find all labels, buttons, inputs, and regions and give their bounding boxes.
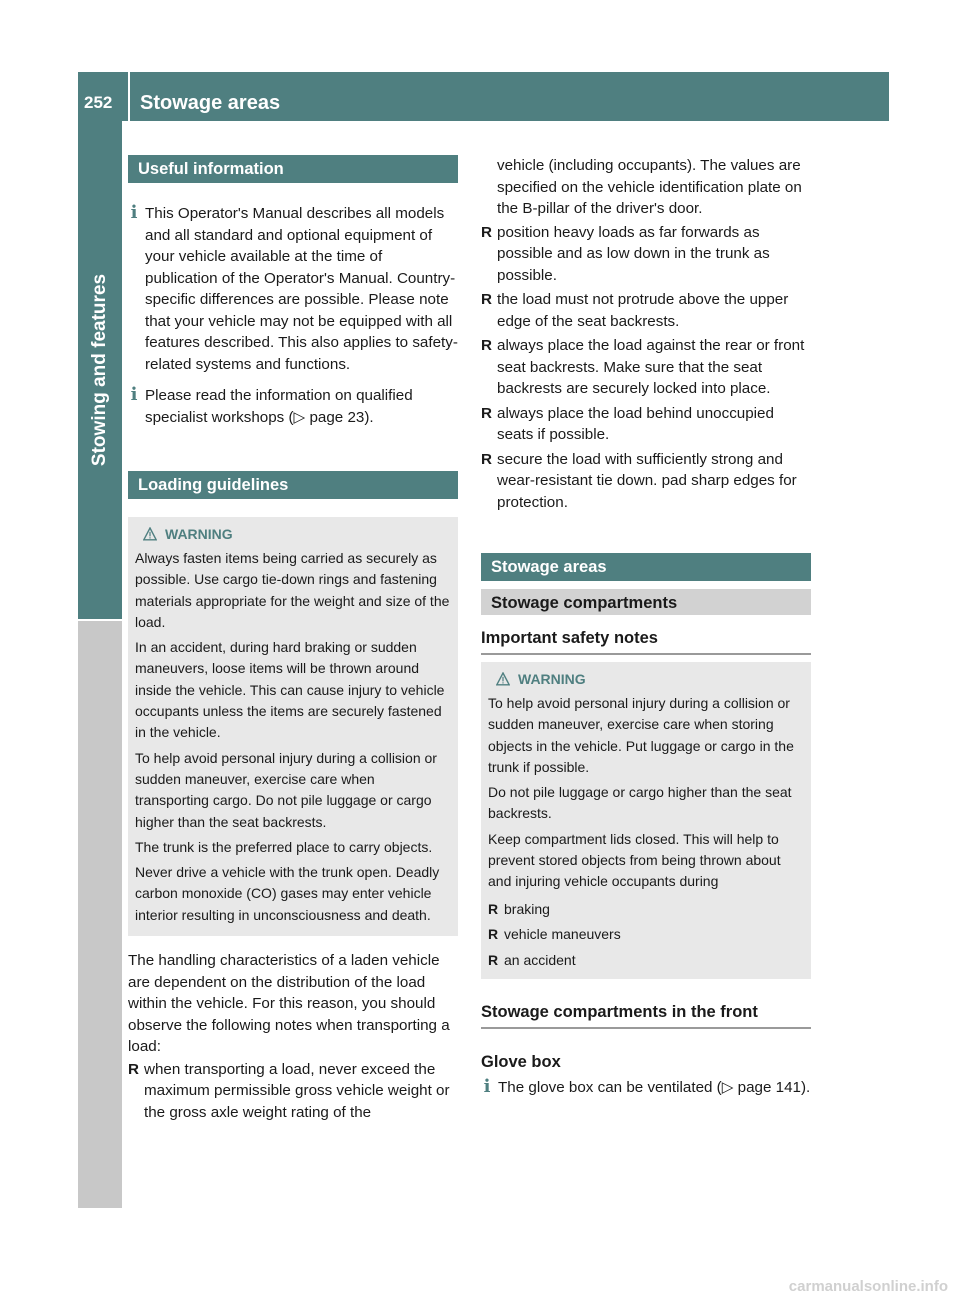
handling-text: The handling characteristics of a laden vehicle are dependent on the distribution of the load within the vehicle. For this reason, you should observe the following notes when transporting a load: <box>128 952 450 1056</box>
info-note <box>128 203 458 375</box>
warning-box <box>128 517 458 936</box>
warning-paragraph: The trunk is the preferred place to carry objects. <box>135 838 433 855</box>
bullet-text: vehicle maneuvers <box>504 926 621 943</box>
warning-header <box>488 670 805 688</box>
warning-paragraph: Never drive a vehicle with the trunk open. Deadly carbon monoxide (CO) gases may enter vehicle interior resulting in unconsciousness and death. <box>135 864 440 923</box>
warning-bullet <box>488 948 805 974</box>
warning-header <box>135 525 452 543</box>
bullet-marker: R <box>488 951 499 968</box>
bullet-marker: R <box>488 900 499 917</box>
right-column <box>481 150 811 1099</box>
info-text: Please read the information on qualified specialist workshops (▷ page 23). <box>145 387 413 426</box>
page-number: 252 <box>84 93 113 112</box>
warning-title: WARNING <box>518 671 586 687</box>
chapter-side-tab <box>78 121 122 619</box>
info-text: The glove box can be ventilated (▷ page 141). <box>498 1079 811 1097</box>
warning-paragraph: Always fasten items being carried as securely as possible. Use cargo tie-down rings and fastening materials appropriate for the weight and size of the load. <box>135 550 450 630</box>
warning-triangle-icon <box>496 672 510 686</box>
bullet-marker: R <box>481 450 492 468</box>
heading-stowage-front: Stowage compartments in the front <box>481 1001 811 1029</box>
section-heading-stowage-areas: Stowage areas <box>481 553 811 581</box>
info-note <box>481 1077 811 1099</box>
bullet-marker: R <box>481 337 492 354</box>
warning-paragraph: To help avoid personal injury during a collision or sudden maneuver, exercise care when storing objects in the vehicle. Put luggage or cargo in the trunk if possible. <box>488 695 794 775</box>
section-heading-loading-guidelines: Loading guidelines <box>128 471 458 499</box>
bullet-marker: R <box>488 926 499 943</box>
info-icon: i <box>130 202 138 223</box>
info-note <box>128 385 458 428</box>
warning-paragraph: Do not pile luggage or cargo higher than the seat backrests. <box>488 784 792 822</box>
bullet-item <box>481 335 811 400</box>
page-header <box>78 72 889 121</box>
bullet-text: always place the load behind unoccupied seats if possible. <box>497 404 774 443</box>
subsection-heading-stowage-compartments: Stowage compartments <box>481 589 811 615</box>
info-icon: i <box>130 384 138 405</box>
bullet-item <box>128 1059 458 1124</box>
warning-paragraph: To help avoid personal injury during a collision or sudden maneuver, exercise care when transporting cargo. Do not pile luggage or cargo higher than the seat backrests. <box>135 749 437 830</box>
section-heading-useful-information: Useful information <box>128 155 458 183</box>
chapter-label: Stowing and features <box>89 273 110 467</box>
warning-bullet <box>488 922 805 948</box>
bullet-text: braking <box>504 900 550 917</box>
heading-glove-box: Glove box <box>481 1053 561 1072</box>
bullet-marker: R <box>481 291 492 308</box>
bullet-text: position heavy loads as far forwards as possible and as low down in the trunk as possible. <box>497 223 770 284</box>
bullet-item <box>481 449 811 514</box>
bullet-marker: R <box>481 223 492 241</box>
warning-paragraph: In an accident, during hard braking or sudden maneuvers, loose items will be thrown around inside the vehicle. This can cause injury to vehicle occupants unless the items are securely fastened in the vehicle. <box>135 639 445 741</box>
heading-important-safety-notes: Important safety notes <box>481 627 811 655</box>
warning-title: WARNING <box>165 526 233 542</box>
warning-triangle-icon <box>143 527 157 541</box>
warning-box <box>481 662 811 979</box>
side-tab-lower <box>78 621 122 1208</box>
footer-watermark[interactable]: carmanualsonline.info <box>788 1278 948 1295</box>
bullet-marker: R <box>481 404 492 422</box>
bullet-text: when transporting a load, never exceed the maximum permissible gross vehicle weight or the gross axle weight rating of the <box>144 1060 450 1121</box>
info-text: This Operator's Manual describes all models and all standard and optional equipment of your vehicle available at the time of publication of the Operator's Manual. Country-specific differences are possible. Please note that your vehicle may not be equipped with all features described. This also applies to safety-related systems and functions. <box>145 205 458 373</box>
header-divider <box>128 72 130 121</box>
bullet-text: an accident <box>504 951 576 968</box>
bullet-text: always place the load against the rear or front seat backrests. Make sure that the seat backrests are securely locked into place. <box>497 337 805 397</box>
bullet-text: secure the load with sufficiently strong and wear-resistant tie down. pad sharp edges for protection. <box>497 450 797 511</box>
bullet-text: the load must not protrude above the upper edge of the seat backrests. <box>497 291 789 330</box>
warning-paragraph: Keep compartment lids closed. This will help to prevent stored objects from being thrown about and injuring vehicle occupants during <box>488 830 781 890</box>
bullet-item <box>481 289 811 332</box>
warning-bullet <box>488 897 805 923</box>
page-title: Stowage areas <box>140 92 281 114</box>
left-column <box>128 150 458 1123</box>
bullet-marker: R <box>128 1060 139 1078</box>
bullet-continuation: vehicle (including occupants). The values are specified on the vehicle identification plate on the B-pillar of the driver's door. <box>497 157 802 217</box>
info-icon: i <box>483 1076 491 1098</box>
bullet-item <box>481 403 811 446</box>
bullet-item <box>481 222 811 287</box>
